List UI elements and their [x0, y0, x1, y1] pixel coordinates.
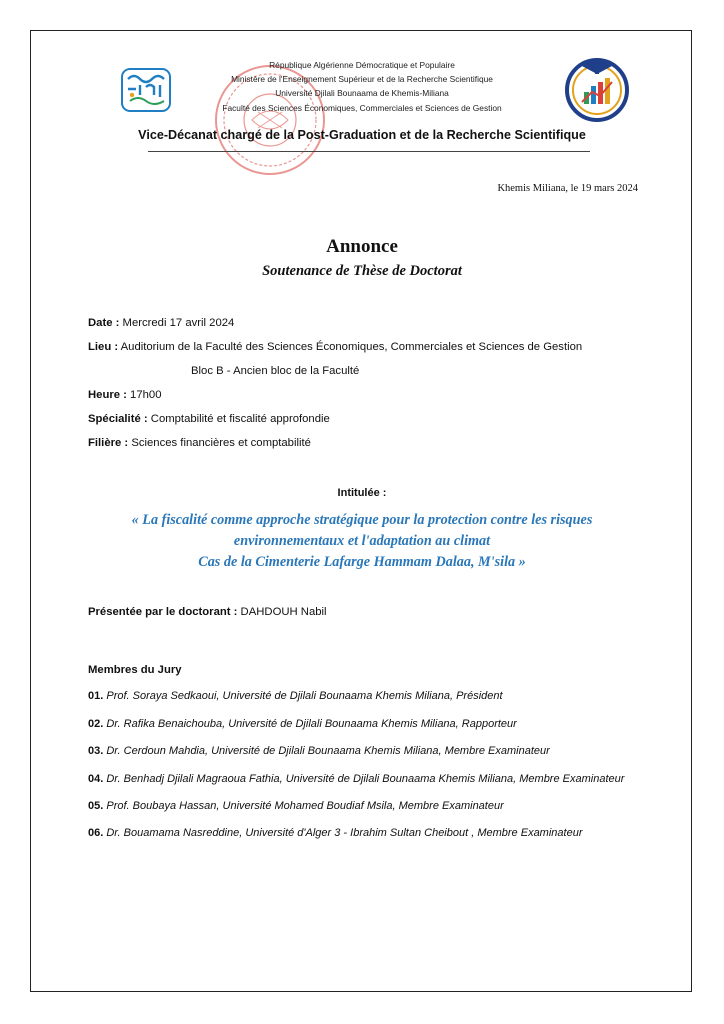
jury-member-number: 03. — [88, 745, 104, 757]
jury-member — [88, 827, 582, 839]
jury-member — [88, 718, 517, 730]
jury-member — [88, 690, 503, 702]
detail-place-label: Lieu : — [88, 341, 119, 353]
header-divider — [148, 151, 590, 152]
presenter-label: Présentée par le doctorant : — [88, 606, 238, 618]
jury-member-text: Prof. Boubaya Hassan, Université Mohamed Boudiaf Msila, Membre Examinateur — [103, 800, 504, 812]
thesis-title-line-3: Cas de la Cimenterie Lafarge Hammam Dalaa, M'sila » — [198, 554, 526, 570]
presenter-name: DAHDOUH Nabil — [237, 606, 327, 618]
detail-place-bloc: Bloc B - Ancien bloc de la Faculté — [191, 365, 360, 377]
vice-deanship-title: Vice-Décanat chargé de la Post-Graduation et de la Recherche Scientifique — [138, 128, 586, 142]
detail-branch-label: Filière : — [88, 437, 129, 449]
detail-specialty-label: Spécialité : — [88, 413, 148, 425]
jury-member — [88, 773, 624, 785]
detail-date-label: Date : — [88, 317, 120, 329]
detail-specialty-value: Comptabilité et fiscalité approfondie — [147, 413, 330, 425]
announcement-subtitle: Soutenance de Thèse de Doctorat — [262, 263, 462, 279]
jury-member-text: Prof. Soraya Sedkaoui, Université de Djilali Bounaama Khemis Miliana, Président — [103, 690, 503, 702]
jury-member — [88, 800, 504, 812]
detail-branch-value: Sciences financières et comptabilité — [128, 437, 311, 449]
jury-heading: Membres du Jury — [88, 664, 182, 676]
presenter — [88, 606, 327, 618]
detail-time-value: 17h00 — [126, 389, 162, 401]
header-line-republic: République Algérienne Démocratique et Populaire — [269, 60, 455, 70]
detail-time — [88, 389, 161, 401]
detail-specialty — [88, 413, 330, 425]
thesis-title-line-1: « La fiscalité comme approche stratégique pour la protection contre les risques — [131, 512, 593, 528]
header-line-ministry: Ministère de l'Enseignement Supérieur et de la Recherche Scientifique — [231, 74, 493, 85]
thesis-title — [0, 510, 724, 573]
jury-member-number: 01. — [88, 690, 104, 702]
announcement-heading: Annonce — [326, 236, 398, 257]
jury-member-number: 05. — [88, 800, 104, 812]
detail-date-value: Mercredi 17 avril 2024 — [119, 317, 235, 329]
thesis-title-line-2: environnementaux et l'adaptation au climat — [233, 533, 491, 549]
jury-member-text: Dr. Bouamama Nasreddine, Université d'Alger 3 - Ibrahim Sultan Cheibout , Membre Examinateur — [103, 827, 583, 839]
jury-member-text: Dr. Benhadj Djilali Magraoua Fathia, Université de Djilali Bounaama Khemis Miliana, Membre Examinateur — [103, 773, 625, 785]
jury-member — [88, 745, 550, 757]
document-date: Khemis Miliana, le 19 mars 2024 — [497, 183, 638, 194]
header-line-faculty: Faculté des Sciences Économiques, Commerciales et Sciences de Gestion — [222, 102, 502, 113]
jury-member-number: 04. — [88, 773, 104, 785]
institution-header — [150, 58, 574, 115]
jury-member-number: 02. — [88, 718, 104, 730]
jury-member-number: 06. — [88, 827, 104, 839]
detail-place-value: Auditorium de la Faculté des Sciences Économiques, Commerciales et Sciences de Gestion — [118, 341, 583, 353]
detail-time-label: Heure : — [88, 389, 127, 401]
jury-member-text: Dr. Rafika Benaichouba, Université de Djilali Bounaama Khemis Miliana, Rapporteur — [103, 718, 517, 730]
detail-place — [88, 341, 582, 353]
header-line-university: Université Djilali Bounaama de Khemis-Miliana — [275, 88, 449, 99]
jury-member-text: Dr. Cerdoun Mahdia, Université de Djilali Bounaama Khemis Miliana, Membre Examinateur — [103, 745, 550, 757]
detail-branch — [88, 437, 311, 449]
thesis-intro: Intitulée : — [337, 487, 387, 499]
detail-date — [88, 317, 234, 329]
